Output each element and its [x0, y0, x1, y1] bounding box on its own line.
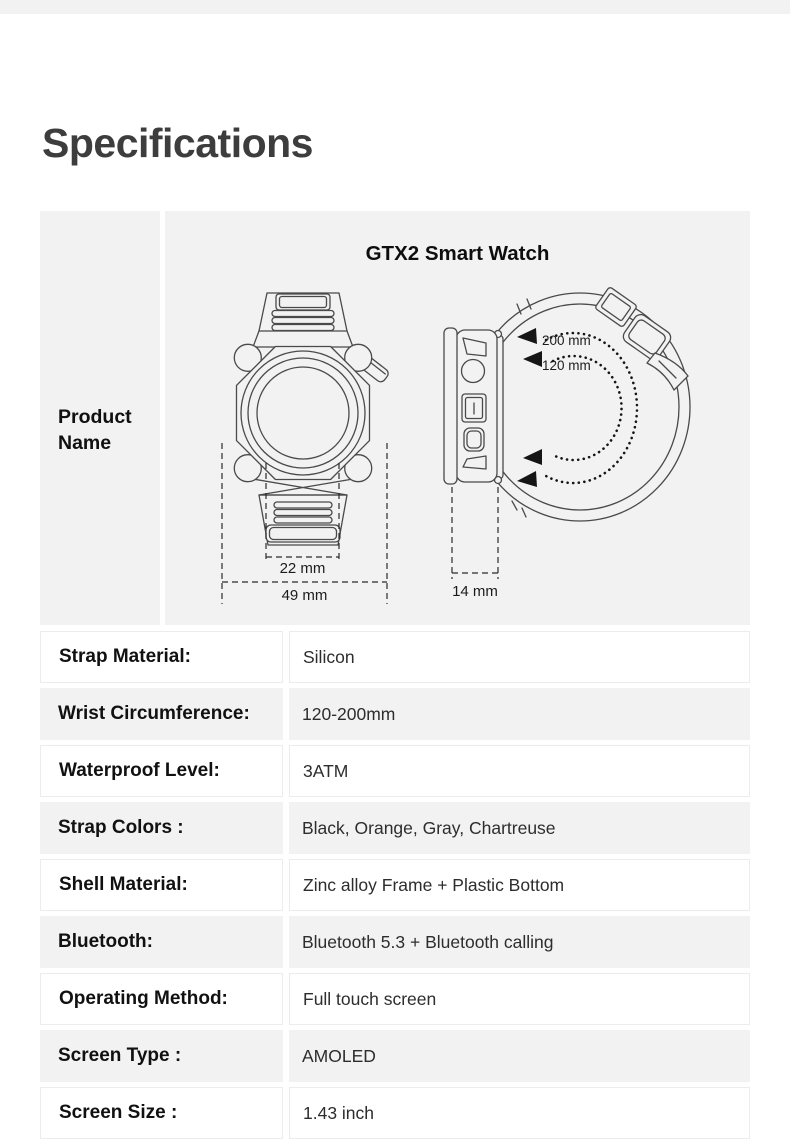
- spec-label: Operating Method:: [40, 973, 283, 1025]
- spec-row: [40, 631, 750, 683]
- diagram-panel: [165, 211, 750, 625]
- page-title: Specifications: [42, 120, 313, 166]
- product-diagram-section: [40, 211, 750, 625]
- spec-value: 120-200mm: [289, 688, 750, 740]
- spec-label: Waterproof Level:: [40, 745, 283, 797]
- watch-diagram: [165, 211, 750, 625]
- product-heading: GTX2 Smart Watch: [365, 242, 550, 265]
- spec-value: 1.43 inch: [289, 1087, 750, 1139]
- spec-row: [40, 973, 750, 1025]
- dim-wrist-min: 120 mm: [542, 358, 591, 373]
- spec-row: [40, 688, 750, 740]
- spec-table: [40, 631, 750, 1144]
- dim-wrist-max: 200 mm: [542, 333, 591, 348]
- spec-label: Screen Type :: [40, 1030, 283, 1082]
- spec-label: Wrist Circumference:: [40, 688, 283, 740]
- top-strip: [0, 0, 790, 14]
- watch-side-view: [444, 287, 690, 600]
- spec-value: Full touch screen: [289, 973, 750, 1025]
- spec-value: AMOLED: [289, 1030, 750, 1082]
- spec-row: [40, 1087, 750, 1139]
- spec-label: Screen Size :: [40, 1087, 283, 1139]
- product-name-cell: [40, 211, 160, 625]
- spec-row: [40, 802, 750, 854]
- spec-row: [40, 859, 750, 911]
- spec-value: Black, Orange, Gray, Chartreuse: [289, 802, 750, 854]
- product-name-label: Product Name: [58, 406, 132, 454]
- spec-row: [40, 1030, 750, 1082]
- spec-value: Silicon: [289, 631, 750, 683]
- watch-front-view: [222, 293, 390, 604]
- spec-value: 3ATM: [289, 745, 750, 797]
- spec-label: Bluetooth:: [40, 916, 283, 968]
- spec-row: [40, 745, 750, 797]
- dim-strap-width: 22 mm: [279, 560, 326, 577]
- spec-value: Zinc alloy Frame + Plastic Bottom: [289, 859, 750, 911]
- spec-label: Strap Colors :: [40, 802, 283, 854]
- spec-value: Bluetooth 5.3 + Bluetooth calling: [289, 916, 750, 968]
- spec-row: [40, 916, 750, 968]
- dim-case-width: 49 mm: [281, 587, 328, 604]
- dim-case-thickness: 14 mm: [452, 583, 498, 600]
- spec-label: Strap Material:: [40, 631, 283, 683]
- spec-label: Shell Material:: [40, 859, 283, 911]
